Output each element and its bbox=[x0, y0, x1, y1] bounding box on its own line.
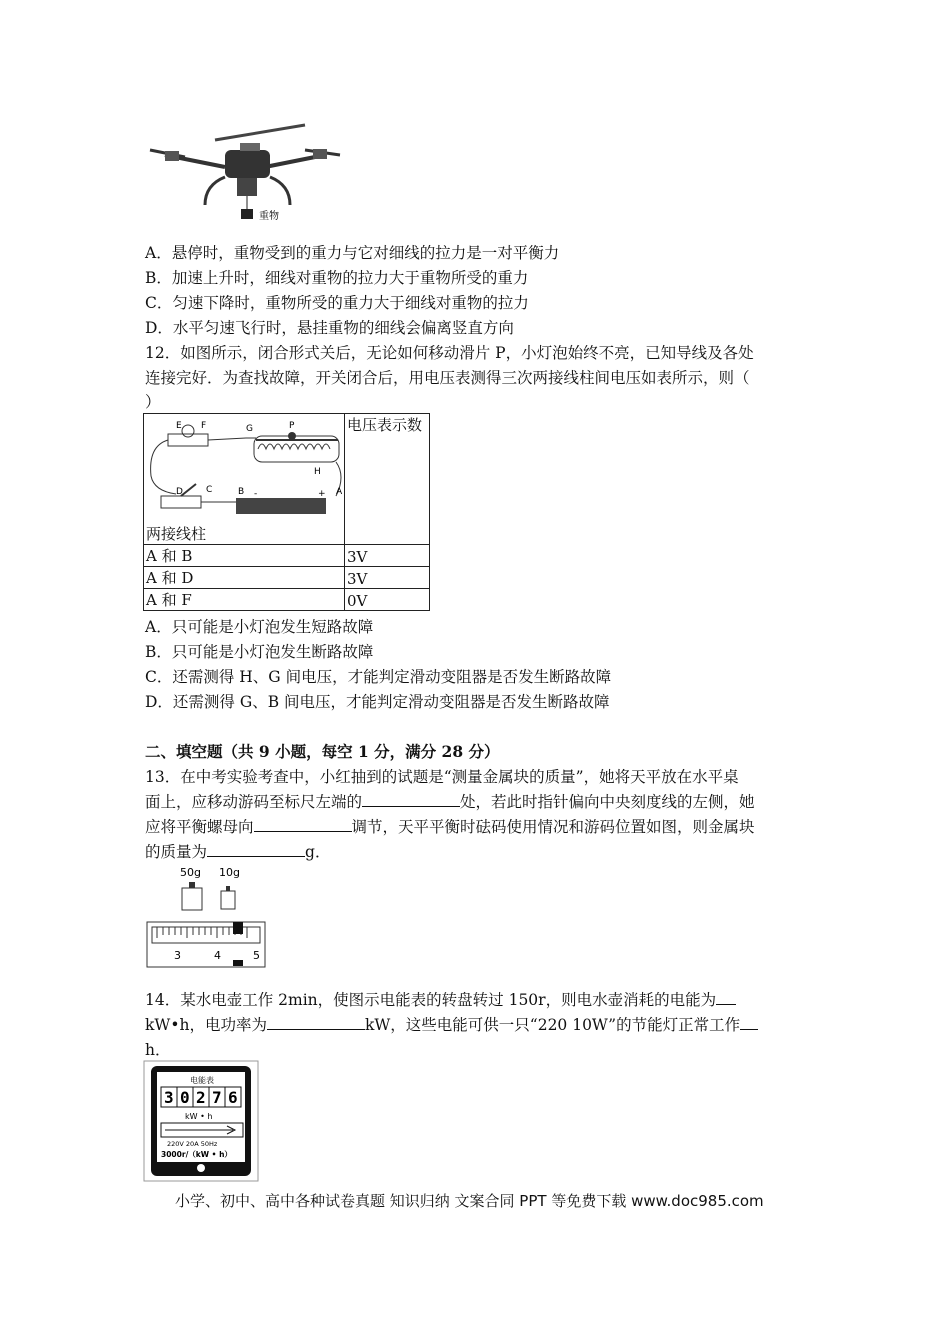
meter-specs: 220V 20A 50Hz bbox=[167, 1140, 218, 1148]
weight-10g-label: 10g bbox=[219, 866, 240, 879]
svg-text:D: D bbox=[176, 487, 183, 497]
meter-digit: 3 bbox=[164, 1088, 174, 1107]
q12-stem-line1: 12．如图所示，闭合形式关后，无论如何移动滑片 P，小灯泡始终不亮，已知导线及各处 bbox=[145, 344, 754, 362]
answer-blank[interactable] bbox=[716, 990, 736, 1005]
meter-digit: 7 bbox=[212, 1088, 222, 1107]
answer-blank[interactable] bbox=[740, 1015, 758, 1030]
weight-50g-label: 50g bbox=[180, 866, 201, 879]
meter-digit: 0 bbox=[180, 1088, 190, 1107]
cell-pair: A 和 F bbox=[144, 589, 345, 611]
q13-line3: 应将平衡螺母向 调节，天平平衡时砝码使用情况和游码位置如图，则金属块 bbox=[145, 818, 755, 836]
q12-stem-line2: 连接完好．为查找故障，开关闭合后，用电压表测得三次两接线柱间电压如表所示，则（ bbox=[145, 369, 750, 387]
q14-line2: kW•h，电功率为 kW，这些电能可供一只“220 10W”的节能灯正常工作 bbox=[145, 1015, 758, 1035]
svg-text:A: A bbox=[336, 487, 343, 497]
q12-option-a: A．只可能是小灯泡发生短路故障 bbox=[145, 618, 374, 636]
q14-line3: h． bbox=[145, 1041, 171, 1059]
svg-text:H: H bbox=[314, 467, 321, 477]
q13-line2: 面上，应移动游码至标尺左端的 处，若此时指针偏向中央刻度线的左侧，她 bbox=[145, 793, 755, 811]
page-footer: 小学、初中、高中各种试卷真题 知识归纳 文案合同 PPT 等免费下载 www.doc985.com bbox=[175, 1192, 764, 1210]
cell-voltage: 0V bbox=[345, 589, 430, 611]
q14-line1: 14．某水电壶工作 2min，使图示电能表的转盘转过 150r，则电水壶消耗的电能为 bbox=[145, 990, 736, 1010]
q12-stem-line3: ） bbox=[145, 393, 161, 411]
cell-pair: A 和 D bbox=[144, 567, 345, 589]
table-header-row bbox=[144, 414, 430, 545]
drone-figure bbox=[145, 115, 345, 230]
svg-text:B: B bbox=[238, 487, 245, 497]
svg-text:-: - bbox=[254, 489, 258, 499]
weight-label: 重物 bbox=[259, 211, 279, 222]
q11-option-b: B．加速上升时，细线对重物的拉力大于重物所受的重力 bbox=[145, 269, 529, 287]
answer-blank[interactable] bbox=[267, 1015, 365, 1030]
scale-tick-4: 4 bbox=[214, 949, 221, 962]
svg-text:P: P bbox=[289, 421, 295, 431]
cell-voltage: 3V bbox=[345, 545, 430, 567]
answer-blank[interactable] bbox=[207, 842, 305, 857]
scale-tick-3: 3 bbox=[174, 949, 181, 962]
q13-line4: 的质量为 g． bbox=[145, 843, 331, 861]
circuit-cell bbox=[144, 414, 345, 545]
meter-digit: 6 bbox=[228, 1088, 238, 1107]
svg-text:F: F bbox=[201, 421, 207, 431]
q11-option-c: C．匀速下降时，重物所受的重力大于细线对重物的拉力 bbox=[145, 294, 529, 312]
voltage-table bbox=[143, 413, 430, 611]
scale-tick-5: 5 bbox=[253, 949, 260, 962]
svg-text:+: + bbox=[318, 489, 326, 499]
header-left: 两接线柱 bbox=[146, 525, 207, 543]
q11-option-a: A．悬停时，重物受到的重力与它对细线的拉力是一对平衡力 bbox=[145, 244, 560, 262]
q12-option-c: C．还需测得 H、G 间电压，才能判定滑动变阻器是否发生断路故障 bbox=[145, 668, 612, 686]
cell-pair: A 和 B bbox=[144, 545, 345, 567]
header-right: 电压表示数 bbox=[345, 414, 430, 545]
table-row bbox=[144, 545, 430, 567]
svg-text:C: C bbox=[206, 485, 213, 495]
svg-text:G: G bbox=[246, 424, 253, 434]
table-row bbox=[144, 589, 430, 611]
answer-blank[interactable] bbox=[362, 792, 460, 807]
svg-text:E: E bbox=[176, 421, 182, 431]
q11-option-d: D．水平匀速飞行时，悬挂重物的细线会偏离竖直方向 bbox=[145, 319, 514, 337]
energy-meter-figure bbox=[143, 1060, 261, 1184]
cell-voltage: 3V bbox=[345, 567, 430, 589]
q13-line1: 13．在中考实验考查中，小红抽到的试题是“测量金属块的质量”，她将天平放在水平桌 bbox=[145, 768, 739, 786]
section-heading: 二、填空题（共 9 小题，每空 1 分，满分 28 分） bbox=[145, 742, 500, 761]
q12-option-d: D．还需测得 G、B 间电压，才能判定滑动变阻器是否发生断路故障 bbox=[145, 693, 610, 711]
meter-constant: 3000r/（kW • h） bbox=[161, 1150, 232, 1159]
circuit-diagram bbox=[146, 416, 346, 528]
meter-title: 电能表 bbox=[190, 1076, 214, 1085]
answer-blank[interactable] bbox=[254, 817, 352, 832]
balance-figure bbox=[145, 862, 270, 972]
meter-digit: 2 bbox=[196, 1088, 206, 1107]
meter-unit: kW • h bbox=[185, 1112, 213, 1121]
q12-option-b: B．只可能是小灯泡发生断路故障 bbox=[145, 643, 374, 661]
table-row bbox=[144, 567, 430, 589]
